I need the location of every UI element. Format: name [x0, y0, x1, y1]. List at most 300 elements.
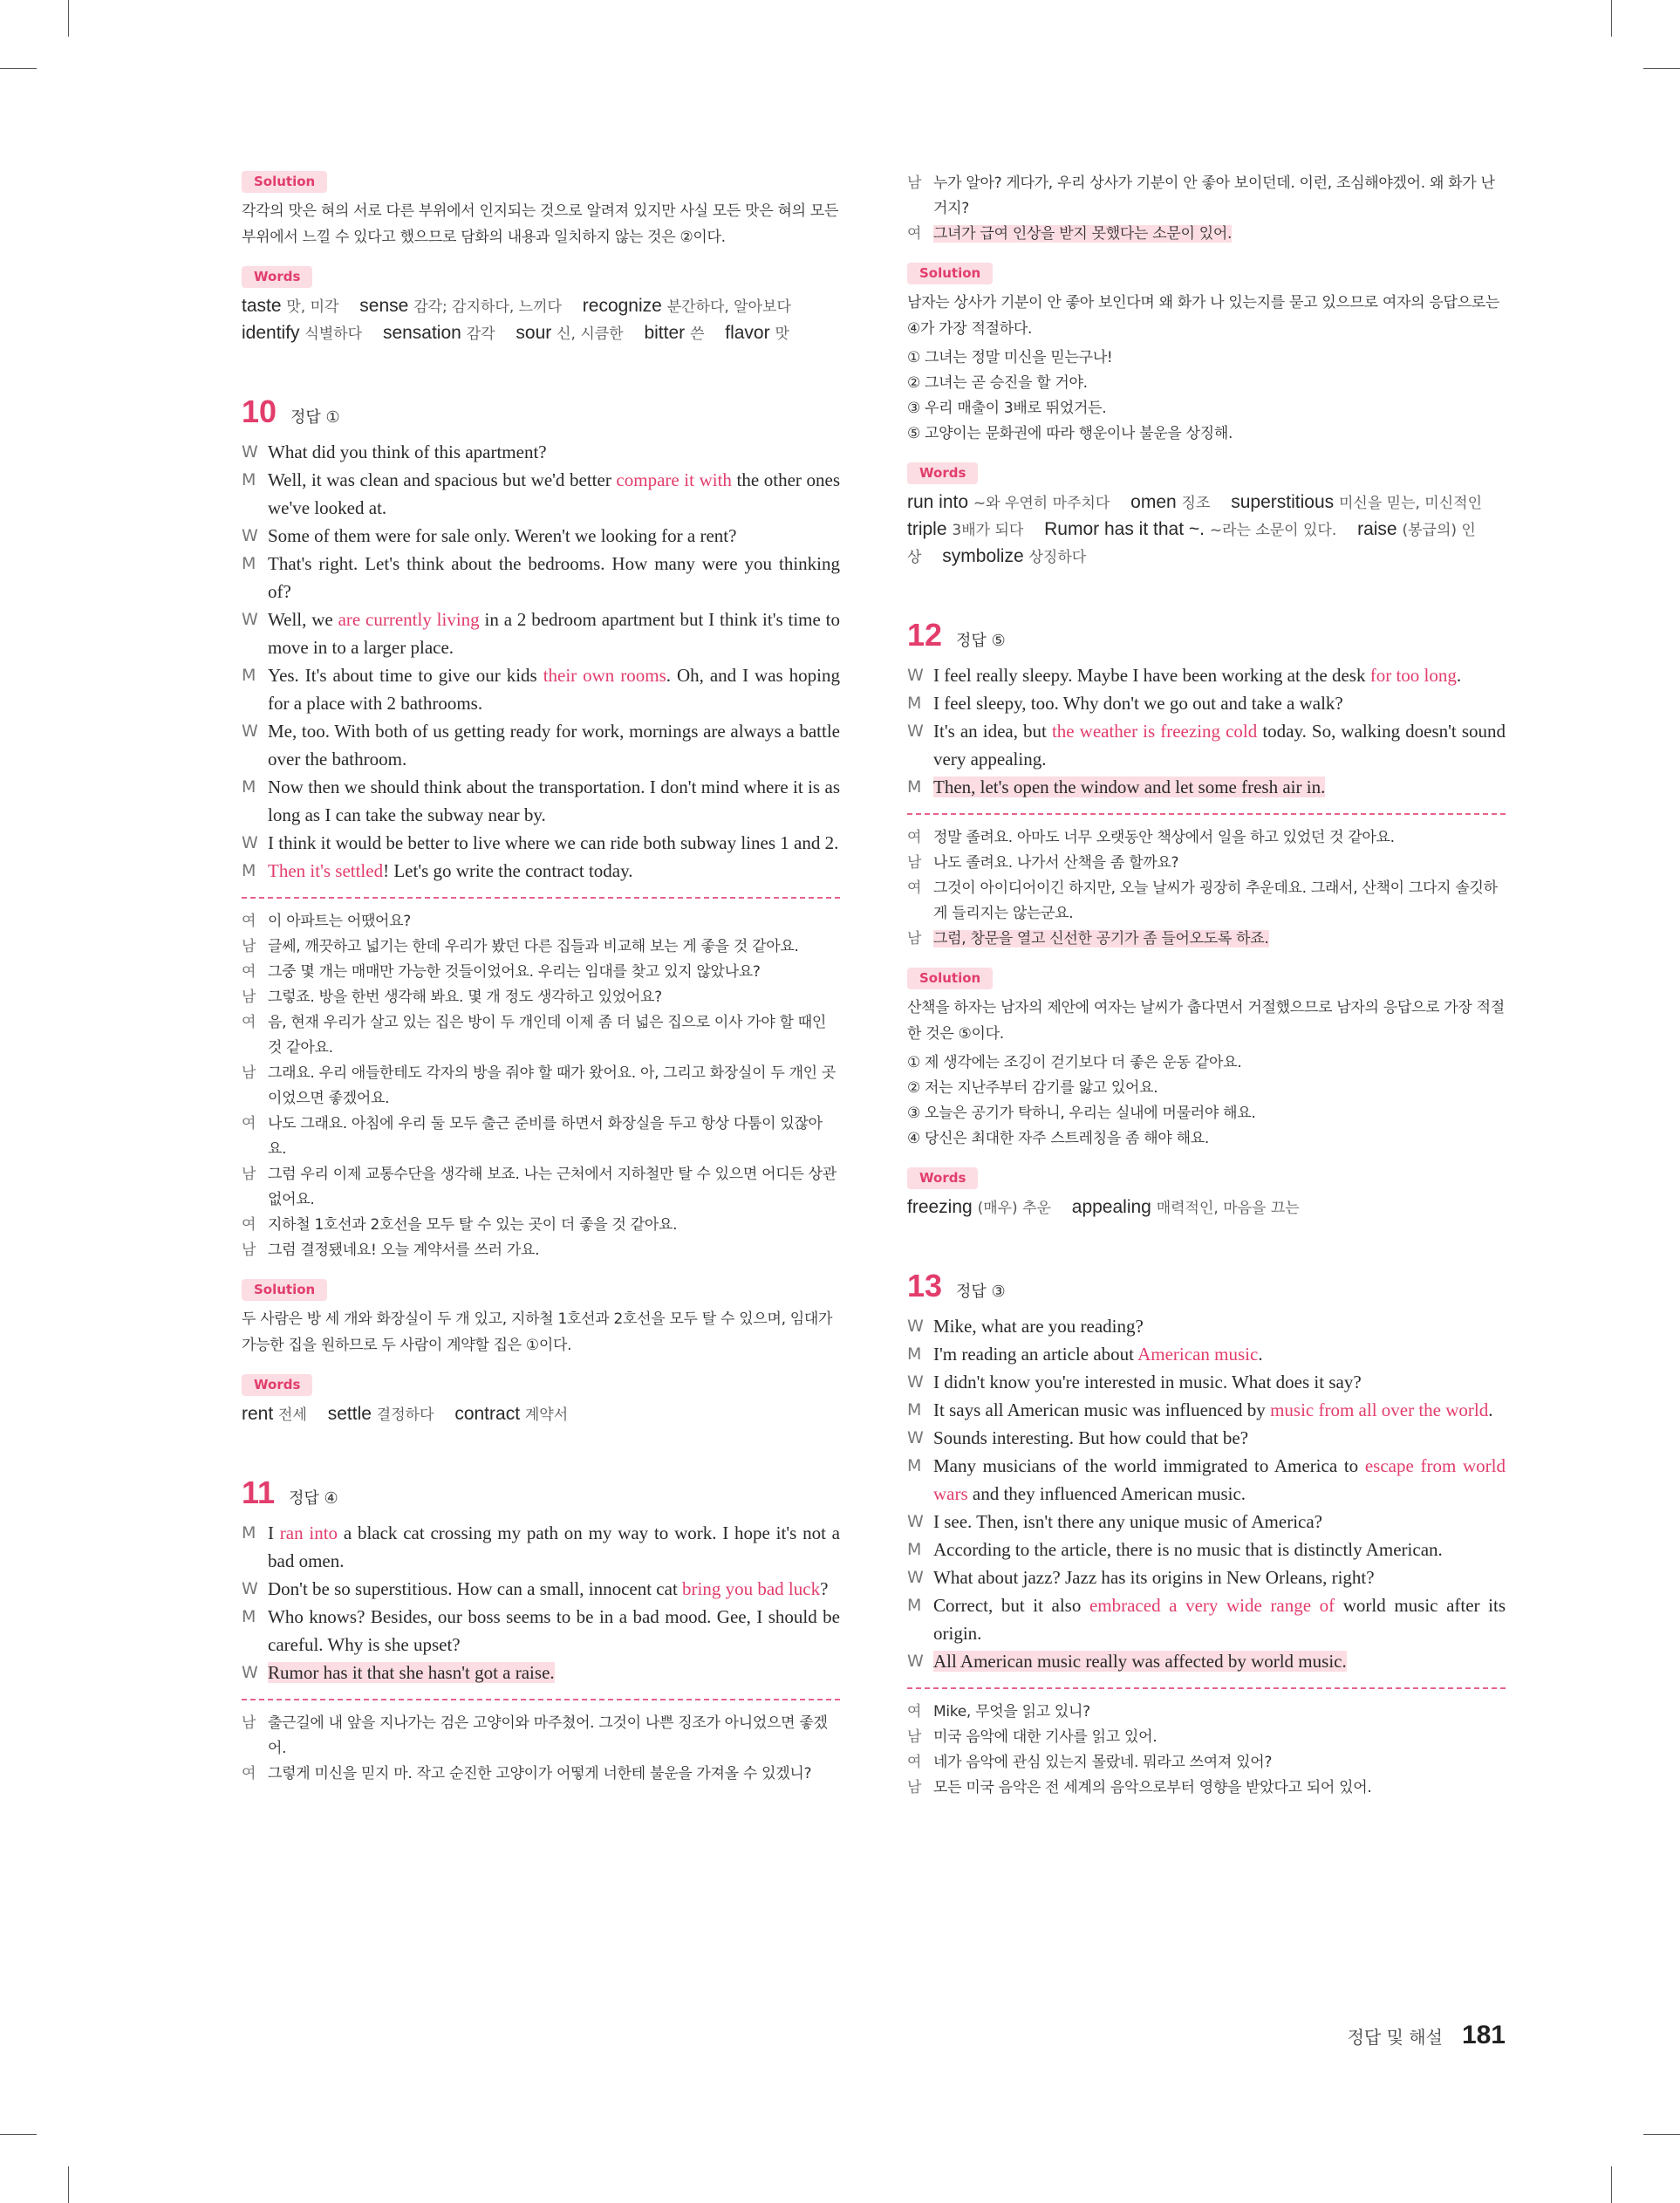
- vocab-meaning: 감각: [466, 325, 495, 343]
- dialogue-line: [907, 1563, 1506, 1591]
- vocab-item: [454, 1404, 584, 1424]
- dialogue: [242, 438, 840, 885]
- text-segment: 출근길에 내 앞을 지나가는 검은 고양이와 마주쳤어. 그것이 나쁜 징조가 아니었으면 좋겠어.: [268, 1714, 828, 1757]
- vocab-item: [1044, 519, 1352, 539]
- option-list: [907, 346, 1506, 447]
- text-segment: I see. Then, isn't there any unique music of America?: [933, 1511, 1323, 1532]
- line-text: [933, 825, 1506, 851]
- line-text: [268, 522, 840, 550]
- dialogue-line: [907, 1340, 1506, 1368]
- key-phrase: for too long: [1369, 665, 1457, 686]
- text-segment: and they influenced American music.: [967, 1483, 1246, 1504]
- text-segment: Who knows? Besides, our boss seems to be in a bad mood. Gee, I should be careful. Why is she upset?: [268, 1606, 840, 1655]
- text-segment: ?: [820, 1578, 829, 1599]
- words-list: [907, 1194, 1506, 1221]
- translation-line: [907, 1725, 1506, 1750]
- speaker-label: 남: [907, 174, 922, 192]
- highlighted-text: 그럼, 창문을 열고 신선한 공기가 좀 들어오도록 하죠.: [933, 930, 1269, 948]
- speaker-label: 남: [242, 1714, 256, 1732]
- text-segment: 그렇죠. 방을 한번 생각해 봐요. 몇 개 정도 생각하고 있었어요?: [268, 989, 662, 1006]
- line-text: [268, 1010, 840, 1061]
- dialogue-line: [907, 1396, 1506, 1424]
- vocab-word: freezing: [907, 1197, 973, 1217]
- dialogue-line: [907, 1647, 1506, 1675]
- key-phrase: American music: [1137, 1344, 1259, 1365]
- speaker-label: W: [907, 1568, 924, 1587]
- speaker-label: 남: [242, 989, 256, 1006]
- crop-mark: [68, 0, 69, 37]
- left-column: [242, 171, 840, 1787]
- text-segment: 정말 졸려요. 아마도 너무 오랫동안 책상에서 일을 하고 있었던 것 같아요.: [933, 829, 1395, 846]
- highlighted-text: Rumor has it that she hasn't got a raise.: [268, 1662, 555, 1683]
- vocab-item: [907, 492, 1125, 512]
- crop-mark: [1643, 2134, 1680, 2135]
- text-segment: 그럼 결정됐네요! 오늘 계약서를 쓰러 가요.: [268, 1242, 540, 1259]
- korean-translation: [242, 909, 840, 1263]
- answer-key: 정답 ④: [289, 1489, 338, 1508]
- text-segment: . Oh, and I was hoping for a place with 2 bathrooms.: [268, 665, 840, 714]
- speaker-label: M: [907, 1344, 922, 1364]
- speaker-label: M: [907, 694, 922, 713]
- dialogue-line: [242, 1603, 840, 1659]
- key-phrase: escape from world wars: [933, 1455, 1506, 1504]
- line-text: [268, 909, 840, 934]
- line-text: [268, 1711, 840, 1762]
- line-text: [933, 1591, 1506, 1647]
- speaker-label: W: [242, 610, 258, 629]
- vocab-meaning: 징조: [1181, 495, 1211, 512]
- vocab-meaning: 감각; 감지하다, 느끼다: [413, 298, 562, 316]
- line-text: [933, 222, 1506, 247]
- speaker-label: 남: [907, 1779, 922, 1796]
- text-segment: Well, we: [268, 609, 338, 630]
- line-text: [933, 1725, 1506, 1750]
- speaker-label: M: [242, 777, 256, 797]
- key-phrase: music from all over the world: [1270, 1399, 1489, 1420]
- translation-line: [907, 222, 1506, 247]
- line-text: [933, 171, 1506, 222]
- line-text: [933, 1563, 1506, 1591]
- right-column: [907, 171, 1506, 1801]
- translation-line: [242, 1010, 840, 1061]
- line-text: [933, 1750, 1506, 1775]
- speaker-label: M: [242, 1607, 256, 1626]
- answer-key: 정답 ①: [290, 408, 340, 427]
- line-text: [268, 1213, 840, 1238]
- crop-mark: [1611, 0, 1612, 37]
- line-text: [933, 1368, 1506, 1396]
- dialogue-line: [242, 717, 840, 773]
- words-list: [907, 489, 1506, 571]
- text-segment: According to the article, there is no music that is distinctly American.: [933, 1539, 1443, 1560]
- vocab-item: [583, 296, 807, 316]
- footer-title: 정답 및 해설: [1347, 2027, 1443, 2048]
- vocab-word: recognize: [582, 296, 662, 316]
- speaker-label: 남: [907, 854, 922, 872]
- text-segment: That's right. Let's think about the bedrooms. How many were you thinking of?: [268, 553, 840, 602]
- speaker-label: W: [242, 1663, 258, 1682]
- question-number: 10: [242, 393, 277, 429]
- line-text: [933, 1647, 1506, 1675]
- text-segment: What did you think of this apartment?: [268, 441, 547, 462]
- solution-text: 두 사람은 방 세 개와 화장실이 두 개 있고, 지하철 1호선과 2호선을 모두 탈 수 있으며, 임대가 가능한 집을 원하므로 두 사람이 계약할 집은 ①이다.: [242, 1310, 833, 1354]
- dialogue: [907, 661, 1506, 801]
- text-segment: Yes. It's about time to give our kids: [268, 665, 543, 686]
- question-header-13: [907, 1267, 1506, 1305]
- translation-line: [242, 1238, 840, 1263]
- translation-line: [907, 1750, 1506, 1775]
- crop-mark: [0, 68, 37, 69]
- text-segment: Mike, what are you reading?: [933, 1316, 1144, 1337]
- speaker-label: W: [242, 442, 258, 462]
- line-text: [933, 1536, 1506, 1563]
- solution-text: 각각의 맛은 혀의 서로 다른 부위에서 인지되는 것으로 알려져 있지만 사실 모든 맛은 혀의 모든 부위에서 느낄 수 있다고 했으므로 담화의 내용과 일치하지 않는 것은 ②이다.: [242, 202, 839, 246]
- dialogue-line: [907, 1452, 1506, 1508]
- speaker-label: 여: [907, 829, 922, 846]
- vocab-item: [242, 323, 378, 343]
- speaker-label: W: [907, 1372, 924, 1392]
- vocab-word: raise: [1357, 519, 1397, 539]
- vocab-meaning: 식별하다: [304, 325, 363, 343]
- text-segment: 음, 현재 우리가 살고 있는 집은 방이 두 개인데 이제 좀 더 넓은 집으로 이사 가야 할 때인 것 같아요.: [268, 1014, 827, 1057]
- highlighted-text: 그녀가 급여 인상을 받지 못했다는 소문이 있어.: [933, 225, 1233, 243]
- speaker-label: M: [242, 554, 256, 573]
- vocab-item: [383, 323, 511, 343]
- line-text: [268, 661, 840, 717]
- dialogue-line: [242, 773, 840, 829]
- speaker-label: 남: [242, 1242, 256, 1259]
- solution-label: Solution: [242, 1279, 327, 1301]
- dialogue-line: [242, 466, 840, 522]
- speaker-label: W: [907, 1317, 924, 1336]
- dialogue-line: [907, 1591, 1506, 1647]
- vocab-item: [1072, 1197, 1315, 1217]
- line-text: [933, 1396, 1506, 1424]
- text-segment: 지하철 1호선과 2호선을 모두 탈 수 있는 곳이 더 좋을 것 같아요.: [268, 1216, 678, 1234]
- highlighted-text: All American music really was affected by world music.: [933, 1651, 1347, 1672]
- text-segment: 모든 미국 음악은 전 세계의 음악으로부터 영향을 받았다고 되어 있어.: [933, 1779, 1372, 1796]
- answer-option: ① 그녀는 정말 미신을 믿는구나!: [907, 349, 1113, 366]
- text-segment: 미국 음악에 대한 기사를 읽고 있어.: [933, 1728, 1158, 1746]
- text-segment: 이 아파트는 어땠어요?: [268, 913, 412, 930]
- vocab-word: Rumor has it that ~.: [1044, 519, 1205, 539]
- line-text: [933, 851, 1506, 876]
- text-segment: 그것이 아이디어이긴 하지만, 오늘 날씨가 굉장히 추운데요. 그래서, 산책이 그다지 솔깃하게 들리지는 않는군요.: [933, 879, 1498, 922]
- speaker-label: 여: [242, 1216, 256, 1234]
- vocab-word: sense: [359, 296, 409, 316]
- solution-label: Solution: [907, 263, 993, 284]
- vocab-meaning: ~와 우연히 마주치다: [973, 495, 1110, 512]
- key-phrase: compare it with: [616, 469, 732, 490]
- vocab-word: sensation: [382, 323, 461, 343]
- vocab-item: [359, 296, 577, 316]
- vocab-meaning: 쓴: [689, 325, 705, 343]
- line-text: [268, 985, 840, 1010]
- translation-line: [907, 851, 1506, 876]
- vocab-meaning: 계약서: [524, 1406, 569, 1424]
- dialogue-line: [907, 1536, 1506, 1563]
- key-phrase: Then it's settled: [268, 860, 384, 881]
- speaker-label: 여: [242, 913, 256, 930]
- speaker-label: W: [242, 526, 258, 545]
- dialogue: [907, 1312, 1506, 1675]
- text-segment: 나도 그래요. 아침에 우리 둘 모두 출근 준비를 하면서 화장실을 두고 항상 다툼이 있잖아요.: [268, 1115, 823, 1158]
- dialogue-line: [907, 689, 1506, 717]
- key-phrase: ran into: [279, 1522, 338, 1543]
- translation-line: [242, 1112, 840, 1162]
- vocab-word: appealing: [1071, 1197, 1151, 1217]
- vocab-meaning: 결정하다: [376, 1406, 434, 1424]
- translation-line: [907, 825, 1506, 851]
- text-segment: a black cat crossing my path on my way to work. I hope it's not a bad omen.: [268, 1522, 841, 1571]
- line-text: [933, 773, 1506, 801]
- speaker-label: W: [242, 833, 258, 852]
- vocab-meaning: (봉급의) 인상: [907, 522, 1476, 566]
- text-segment: Some of them were for sale only. Weren't we looking for a rent?: [268, 525, 737, 546]
- vocab-item: [907, 519, 1039, 539]
- dialogue-line: [242, 550, 840, 605]
- key-phrase: bring you bad luck: [682, 1578, 821, 1599]
- dialogue-line: [907, 773, 1506, 801]
- translation-line: [242, 1061, 840, 1112]
- solution-text: 남자는 상사가 기분이 안 좋아 보인다며 왜 화가 나 있는지를 묻고 있으므로 여자의 응답으로는 ④가 가장 적절하다.: [907, 294, 1499, 338]
- line-text: [268, 438, 840, 466]
- text-segment: today. So, walking doesn't sound very appealing.: [933, 721, 1506, 770]
- vocab-item: [242, 1404, 323, 1424]
- vocab-word: bitter: [644, 323, 686, 343]
- question-header-10: [242, 393, 840, 431]
- text-segment: the other ones we've looked at.: [268, 469, 841, 518]
- korean-translation: [242, 1711, 840, 1787]
- dialogue-line: [242, 438, 840, 466]
- speaker-label: W: [242, 722, 258, 741]
- page-footer: [1326, 2021, 1506, 2050]
- line-text: [268, 1112, 840, 1162]
- speaker-label: M: [907, 1456, 922, 1475]
- text-segment: 그렇게 미신을 믿지 마. 작고 순진한 고양이가 어떻게 너한테 불운을 가져올 수 있겠니?: [268, 1765, 812, 1782]
- line-text: [268, 1603, 840, 1659]
- crop-mark: [68, 2166, 69, 2203]
- question-number: 13: [907, 1268, 943, 1303]
- line-text: [933, 1340, 1506, 1368]
- line-text: [268, 773, 840, 829]
- speaker-label: W: [907, 1428, 924, 1447]
- vocab-word: sour: [516, 323, 552, 343]
- vocab-word: identify: [242, 323, 300, 343]
- dialogue-line: [242, 829, 840, 857]
- dialogue-line: [242, 661, 840, 717]
- translation-line: [242, 1162, 840, 1213]
- line-text: [933, 689, 1506, 717]
- line-text: [268, 1659, 840, 1686]
- speaker-label: 여: [242, 1115, 256, 1132]
- text-segment: 그래요. 우리 애들한테도 각자의 방을 줘야 할 때가 왔어요. 아, 그리고 화장실이 두 개인 곳이었으면 좋겠어요.: [268, 1064, 837, 1107]
- translation-line: [907, 1700, 1506, 1725]
- vocab-meaning: 분간하다, 알아보다: [666, 298, 791, 316]
- text-segment: world music after its origin.: [933, 1595, 1506, 1644]
- vocab-item: [1231, 492, 1498, 512]
- vocab-word: contract: [454, 1404, 521, 1424]
- text-segment: I: [268, 1522, 280, 1543]
- text-segment: I feel sleepy, too. Why don't we go out and take a walk?: [933, 693, 1343, 714]
- text-segment: Don't be so superstitious. How can a small, innocent cat: [268, 1578, 683, 1599]
- key-phrase: embraced a very wide range of: [1089, 1595, 1335, 1616]
- vocab-word: symbolize: [942, 546, 1024, 566]
- speaker-label: M: [242, 470, 256, 489]
- dashed-divider: [907, 1687, 1506, 1689]
- text-segment: 그중 몇 개는 매매만 가능한 것들이었어요. 우리는 임대를 찾고 있지 않았나요?: [268, 963, 761, 981]
- line-text: [268, 960, 840, 985]
- speaker-label: 여: [242, 963, 256, 981]
- translation-line: [242, 909, 840, 934]
- line-text: [268, 857, 840, 885]
- dialogue-line: [907, 717, 1506, 773]
- vocab-item: [1130, 492, 1226, 512]
- vocab-meaning: 상징하다: [1028, 549, 1087, 566]
- line-text: [933, 717, 1506, 773]
- vocab-item: [725, 323, 805, 343]
- vocab-word: rent: [242, 1404, 274, 1424]
- question-number: 12: [907, 617, 943, 653]
- option-list: [907, 1050, 1506, 1152]
- translation-line: [907, 1775, 1506, 1801]
- text-segment: 나도 졸려요. 나가서 산책을 좀 할까요?: [933, 854, 1179, 872]
- dialogue-line: [242, 1575, 840, 1603]
- speaker-label: 남: [907, 1728, 922, 1746]
- dialogue-line: [907, 1424, 1506, 1452]
- speaker-label: W: [907, 666, 924, 685]
- text-segment: Well, it was clean and spacious but we'd better: [268, 469, 617, 490]
- question-header-11: [242, 1474, 840, 1512]
- vocab-word: run into: [907, 492, 969, 512]
- vocab-meaning: 맛: [775, 325, 789, 343]
- solution-text: 산책을 하자는 남자의 제안에 여자는 날씨가 춥다면서 거절했으므로 남자의 응답으로 가장 적절한 것은 ⑤이다.: [907, 999, 1505, 1043]
- text-segment: Sounds interesting. But how could that be?: [933, 1427, 1249, 1448]
- dialogue-line: [242, 1659, 840, 1686]
- korean-translation: [907, 825, 1506, 952]
- dialogue-line: [907, 1368, 1506, 1396]
- key-phrase: the weather is freezing cold: [1051, 721, 1258, 742]
- dialogue-line: [242, 1519, 840, 1575]
- line-text: [268, 1238, 840, 1263]
- line-text: [268, 934, 840, 960]
- words-label: Words: [907, 462, 978, 484]
- line-text: [268, 1061, 840, 1112]
- dialogue-line: [242, 522, 840, 550]
- line-text: [933, 1424, 1506, 1452]
- text-segment: in a 2 bedroom apartment but I think it's time to move in to a larger place.: [268, 609, 841, 658]
- line-text: [268, 1575, 840, 1603]
- speaker-label: 남: [242, 1064, 256, 1082]
- line-text: [933, 661, 1506, 689]
- dialogue-line: [242, 857, 840, 885]
- vocab-meaning: 전세: [278, 1406, 307, 1424]
- speaker-label: W: [907, 722, 924, 741]
- words-list: [242, 293, 840, 347]
- text-segment: Correct, but it also: [933, 1595, 1089, 1616]
- vocab-item: [644, 323, 720, 343]
- translation-line: [907, 876, 1506, 927]
- question-header-12: [907, 616, 1506, 654]
- dialogue-line: [242, 605, 840, 661]
- crop-mark: [1643, 68, 1680, 69]
- solution-label: Solution: [907, 968, 993, 989]
- speaker-label: M: [242, 666, 256, 685]
- speaker-label: M: [907, 1540, 922, 1559]
- line-text: [933, 927, 1506, 952]
- vocab-word: settle: [327, 1404, 372, 1424]
- vocab-item: [942, 546, 1102, 566]
- line-text: [933, 1508, 1506, 1536]
- line-text: [268, 717, 840, 773]
- line-text: [933, 876, 1506, 927]
- vocab-word: flavor: [725, 323, 770, 343]
- crop-mark: [0, 2134, 37, 2135]
- speaker-label: 여: [242, 1014, 256, 1031]
- line-text: [933, 1700, 1506, 1725]
- answer-option: ③ 우리 매출이 3배로 뛰었거든.: [907, 400, 1107, 417]
- line-text: [268, 829, 840, 857]
- vocab-meaning: 미신을 믿는, 미신적인: [1338, 495, 1482, 512]
- vocab-meaning: (매우) 추운: [977, 1200, 1051, 1217]
- page-number: 181: [1461, 2021, 1506, 2049]
- speaker-label: 여: [907, 1703, 922, 1721]
- speaker-label: 여: [907, 225, 922, 243]
- dashed-divider: [242, 1699, 840, 1700]
- vocab-word: superstitious: [1231, 492, 1335, 512]
- text-segment: 글쎄, 깨끗하고 넓기는 한데 우리가 봤던 다른 집들과 비교해 보는 게 좋을 것 같아요.: [268, 938, 799, 955]
- answer-key: 정답 ⑤: [956, 632, 1006, 650]
- text-segment: Now then we should think about the transportation. I don't mind where it is as long as I can take the subway near by.: [268, 777, 840, 825]
- line-text: [268, 550, 840, 605]
- speaker-label: M: [242, 1523, 256, 1543]
- dialogue-line: [907, 661, 1506, 689]
- text-segment: ! Let's go write the contract today.: [383, 860, 633, 881]
- text-segment: I feel really sleepy. Maybe I have been working at the desk: [933, 665, 1370, 686]
- translation-line: [242, 1213, 840, 1238]
- answer-option: ① 제 생각에는 조깅이 걷기보다 더 좋은 운동 같아요.: [907, 1054, 1242, 1071]
- speaker-label: M: [242, 861, 256, 880]
- vocab-item: [328, 1404, 450, 1424]
- text-segment: I'm reading an article about: [933, 1344, 1138, 1365]
- dashed-divider: [907, 813, 1506, 815]
- dialogue-line: [907, 1508, 1506, 1536]
- line-text: [268, 1762, 840, 1787]
- text-segment: I think it would be better to live where we can ride both subway lines 1 and 2.: [268, 832, 839, 853]
- text-segment: It's an idea, but: [933, 721, 1052, 742]
- speaker-label: W: [907, 1652, 924, 1671]
- translation-line: [242, 985, 840, 1010]
- vocab-meaning: 3배가 되다: [952, 522, 1024, 539]
- vocab-word: omen: [1130, 492, 1177, 512]
- dialogue: [242, 1519, 840, 1686]
- line-text: [933, 1775, 1506, 1801]
- crop-mark: [1611, 2166, 1612, 2203]
- text-segment: Many musicians of the world immigrated to America to: [933, 1455, 1365, 1476]
- vocab-item: [516, 323, 639, 343]
- dashed-divider: [242, 897, 840, 899]
- vocab-meaning: 신, 시큼한: [557, 325, 624, 343]
- line-text: [933, 1312, 1506, 1340]
- line-text: [933, 1452, 1506, 1508]
- solution-label: Solution: [242, 171, 327, 193]
- translation-line: [907, 171, 1506, 222]
- speaker-label: M: [907, 1400, 922, 1420]
- korean-translation: [907, 171, 1506, 247]
- words-label: Words: [907, 1167, 978, 1189]
- key-phrase: are currently living: [338, 609, 480, 630]
- highlighted-text: Then, let's open the window and let some fresh air in.: [933, 777, 1326, 797]
